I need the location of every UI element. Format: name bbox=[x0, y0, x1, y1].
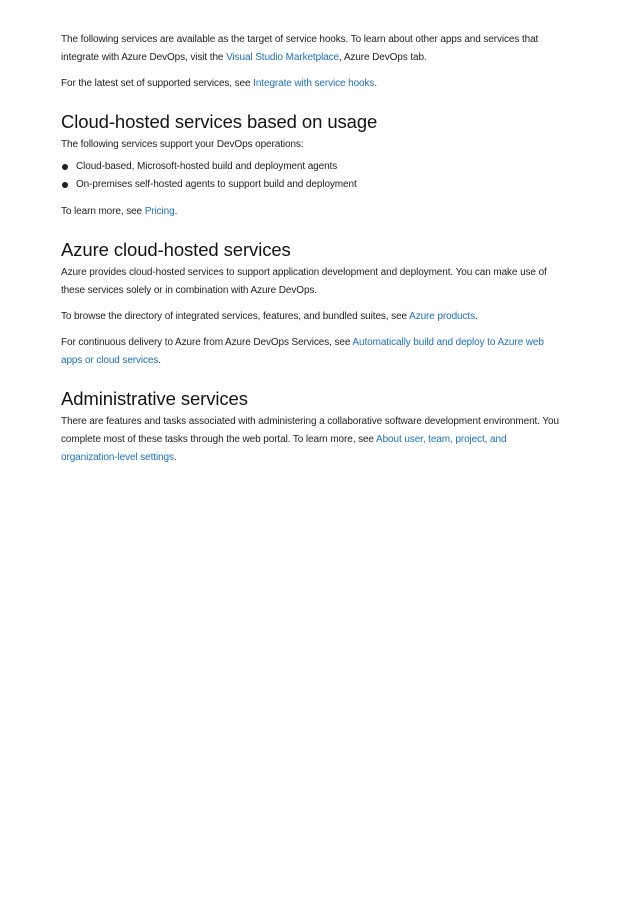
azure-cloud-heading: Azure cloud-hosted services bbox=[61, 239, 291, 260]
azure-products-text: To browse the directory of integrated services, features, and bundled suites, see bbox=[61, 311, 410, 322]
visual-studio-marketplace-link[interactable]: Visual Studio Marketplace bbox=[226, 52, 340, 63]
intro-paragraph bbox=[61, 31, 561, 67]
supported-services-text: For the latest set of supported services, see bbox=[61, 78, 254, 89]
bullet-icon bbox=[62, 182, 68, 188]
admin-paragraph bbox=[61, 413, 561, 467]
cloud-usage-lead: The following services support your DevOps operations: bbox=[61, 139, 304, 150]
integrate-service-hooks-link[interactable]: Integrate with service hooks bbox=[253, 78, 375, 89]
admin-text: There are features and tasks associated with administering a collaborative software development environment. You complete most of these tasks through the web portal. To learn more, see bbox=[61, 416, 559, 445]
azure-cloud-paragraph: Azure provides cloud-hosted services to support application development and deployment. You can make use of these services solely or in combination with Azure DevOps. bbox=[61, 267, 547, 296]
list-item-text: On-premises self-hosted agents to support build and deployment bbox=[76, 179, 357, 190]
list-item bbox=[61, 158, 561, 176]
azure-products-text-end: . bbox=[474, 311, 478, 322]
continuous-delivery-paragraph bbox=[61, 334, 561, 370]
intro-text-end: , Azure DevOps tab. bbox=[339, 52, 427, 63]
list-item-text: Cloud-based, Microsoft-hosted build and deployment agents bbox=[76, 161, 338, 172]
continuous-delivery-text-end: . bbox=[158, 355, 161, 366]
pricing-paragraph bbox=[61, 203, 561, 221]
cloud-usage-heading: Cloud-hosted services based on usage bbox=[61, 111, 378, 132]
admin-text-end: . bbox=[173, 452, 177, 463]
azure-products-paragraph bbox=[61, 308, 561, 326]
settings-link[interactable]: About user, team, project, and organization-level settings bbox=[61, 434, 507, 463]
intro-text: The following services are available as the target of service hooks. To learn about other apps and services that integrate with Azure DevOps, visit the bbox=[61, 34, 539, 63]
azure-products-link[interactable]: Azure products bbox=[409, 311, 475, 322]
continuous-delivery-text: For continuous delivery to Azure from Azure DevOps Services, see bbox=[61, 337, 353, 348]
document-page bbox=[61, 31, 561, 475]
pricing-link[interactable]: Pricing bbox=[144, 206, 175, 217]
pricing-text-end: . bbox=[174, 206, 178, 217]
supported-services-paragraph bbox=[61, 75, 561, 93]
admin-heading: Administrative services bbox=[61, 388, 248, 409]
cloud-usage-list bbox=[61, 158, 561, 194]
build-deploy-azure-link[interactable]: Automatically build and deploy to Azure web apps or cloud services bbox=[61, 337, 544, 366]
list-item bbox=[61, 176, 561, 194]
bullet-icon bbox=[62, 164, 68, 170]
supported-services-text-end: . bbox=[374, 78, 378, 89]
pricing-text: To learn more, see bbox=[61, 206, 145, 217]
